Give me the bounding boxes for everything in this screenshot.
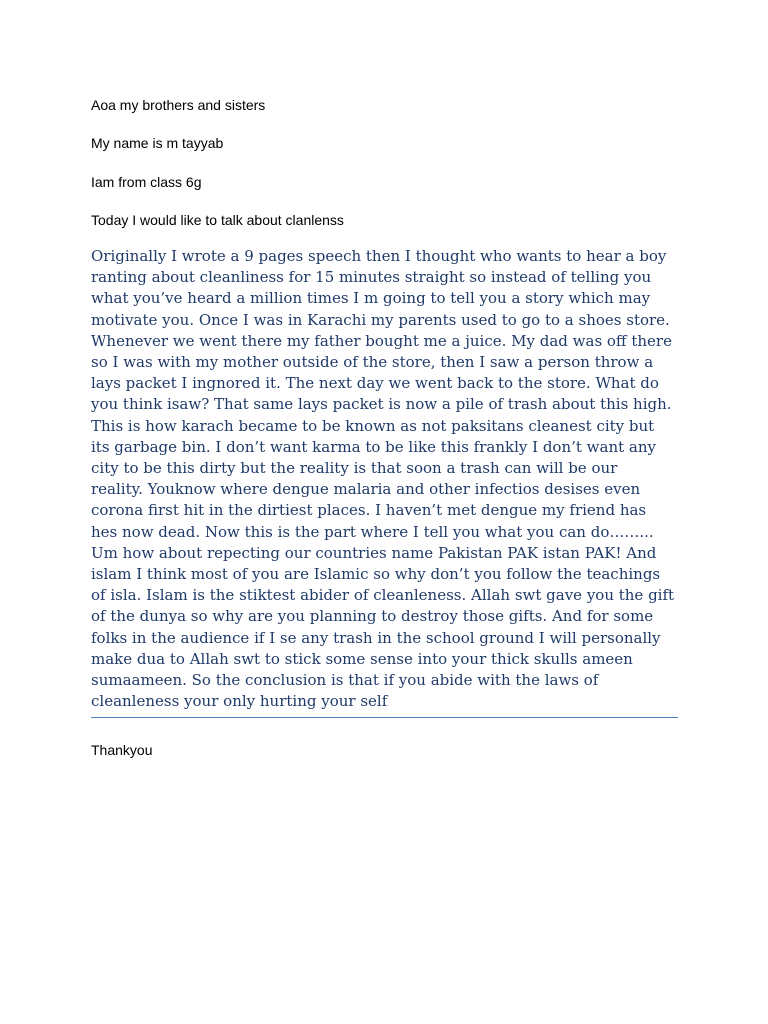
speech-line: hes now dead. Now this is the part where I tell you what you can do……...: [91, 522, 654, 541]
closing-line: Thankyou: [91, 742, 153, 758]
speech-line: cleanleness your only hurting your self: [91, 692, 388, 711]
topic-line: Today I would like to talk about clanlenss: [91, 212, 344, 228]
class-line: Iam from class 6g: [91, 174, 202, 190]
speech-line: ranting about cleanliness for 15 minutes straight so instead of telling you: [91, 268, 652, 287]
speech-line: folks in the audience if I se any trash in the school ground I will personally: [91, 628, 661, 647]
speech-line: Um how about repecting our countries name Pakistan PAK istan PAK! And: [91, 543, 657, 562]
speech-line: corona first hit in the dirtiest places. I haven’t met dengue my friend has: [91, 501, 647, 520]
greeting-line: Aoa my brothers and sisters: [91, 97, 266, 113]
speech-line: This is how karach became to be known as not paksitans cleanest city but: [91, 416, 655, 435]
speech-line: lays packet I ingnored it. The next day we went back to the store. What do: [91, 374, 659, 393]
name-line: My name is m tayyab: [91, 135, 224, 151]
speech-line: what you’ve heard a million times I m going to tell you a story which may: [91, 289, 651, 308]
speech-line: Whenever we went there my father bought me a juice. My dad was off there: [91, 331, 672, 350]
speech-line: its garbage bin. I don’t want karma to be like this frankly I don’t want any: [91, 437, 656, 456]
speech-line: reality. Youknow where dengue malaria and other infectios desises even: [91, 480, 641, 499]
speech-line: of the dunya so why are you planning to destroy those gifts. And for some: [91, 607, 654, 626]
speech-line: of isla. Islam is the stiktest abider of cleanleness. Allah swt gave you the gift: [91, 586, 675, 605]
speech-line: so I was with my mother outside of the store, then I saw a person throw a: [91, 353, 654, 372]
speech-line: make dua to Allah swt to stick some sense into your thick skulls ameen: [91, 649, 633, 668]
paragraph-divider: [91, 717, 678, 718]
speech-line: you think isaw? That same lays packet is now a pile of trash about this high.: [91, 395, 672, 414]
speech-line: Originally I wrote a 9 pages speech then I thought who wants to hear a boy: [91, 247, 667, 265]
speech-line: sumaameen. So the conclusion is that if you abide with the laws of: [91, 671, 599, 690]
speech-line: city to be this dirty but the reality is that soon a trash can will be our: [91, 459, 618, 478]
speech-paragraph: [91, 246, 691, 712]
speech-line: islam I think most of you are Islamic so why don’t you follow the teachings: [91, 565, 661, 584]
speech-line: motivate you. Once I was in Karachi my parents used to go to a shoes store.: [91, 310, 670, 329]
